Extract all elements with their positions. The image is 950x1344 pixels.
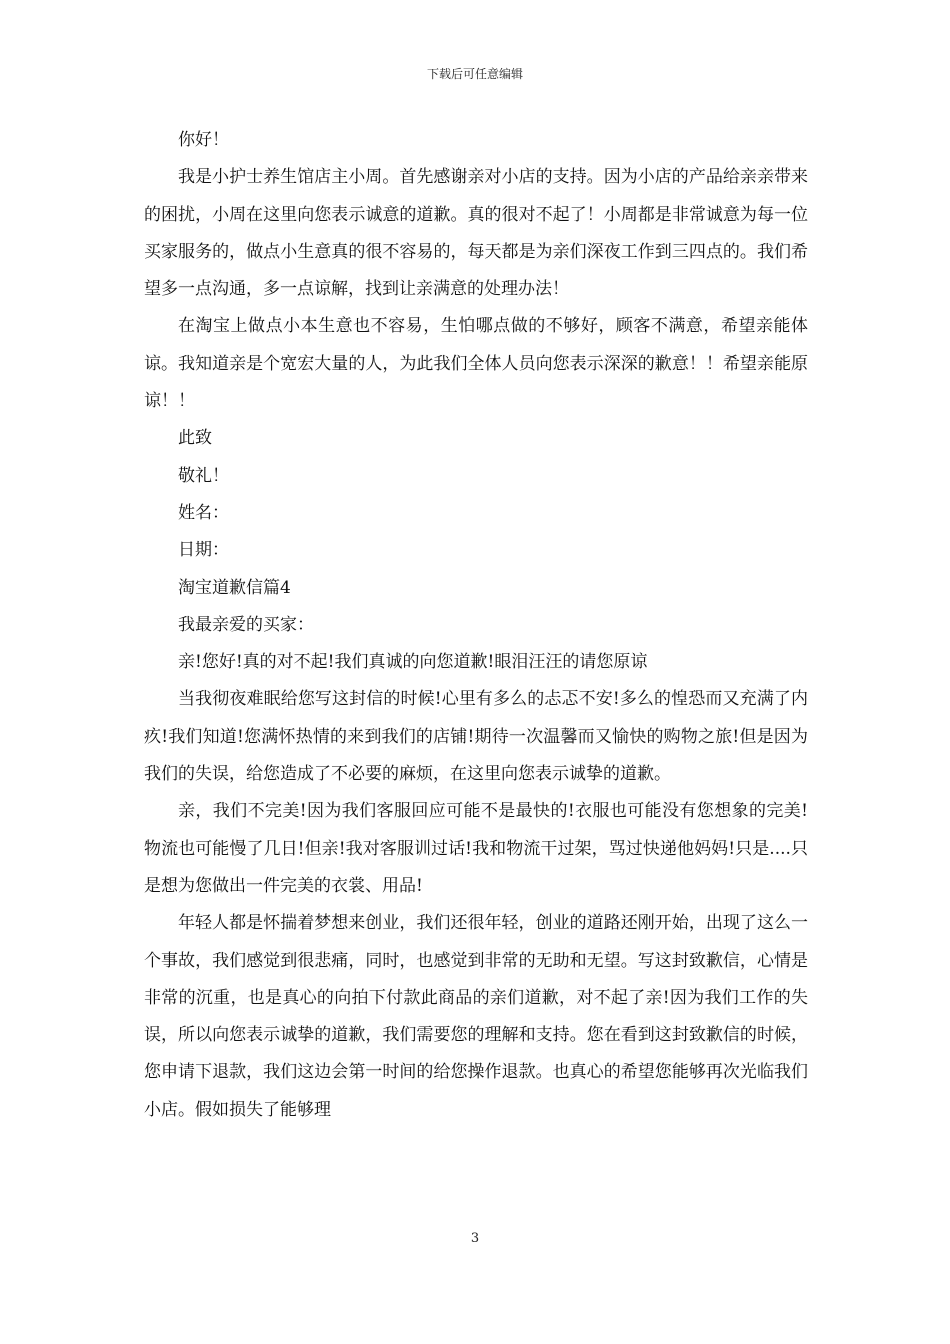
paragraph: 亲，我们不完美!因为我们客服回应可能不是最快的!衣服也可能没有您想象的完美!物流也可能慢了几日!但亲!我对客服训过话!我和物流干过架，骂过快递他妈妈!只是....只是想为您做出一件完美的衣裳、用品! — [144, 801, 808, 896]
paragraph-greeting: 你好！ — [178, 130, 229, 150]
paragraph: 当我彻夜难眠给您写这封信的时候!心里有多么的忐忑不安!多么的惶恐而又充满了内疚!我们知道!您满怀热情的来到我们的店铺!期待一次温馨而又愉快的购物之旅!但是因为我们的失误，给您造成了不必要的麻烦，在这里向您表示诚挚的道歉。 — [144, 689, 808, 785]
paragraph: 年轻人都是怀揣着梦想来创业，我们还很年轻，创业的道路还刚开始，出现了这么一个事故，我们感觉到很悲痛，同时，也感觉到非常的无助和无望。写这封致歉信，心情是非常的沉重，也是真心的向拍下付款此商品的亲们道歉，对不起了亲!因为我们工作的失误，所以向您表示诚挚的道歉，我们需要您的理解和支持。您在看到这封致歉信的时候，您申请下退款，我们这边会第一时间的给您操作退款。也真心的希望您能够再次光临我们小店。假如损失了能够理 — [144, 913, 808, 1120]
paragraph: 在淘宝上做点小本生意也不容易，生怕哪点做的不够好，顾客不满意，希望亲能体谅。我知道亲是个宽宏大量的人，为此我们全体人员向您表示深深的歉意！！希望亲能原谅！！ — [144, 316, 808, 412]
page-header: 下载后可任意编辑 — [426, 67, 523, 81]
paragraph: 亲!您好!真的对不起!我们真诚的向您道歉!眼泪汪汪的请您原谅 — [178, 652, 648, 673]
paragraph: 我是小护士养生馆店主小周。首先感谢亲对小店的支持。因为小店的产品给亲亲带来的困扰，小周在这里向您表示诚意的道歉。真的很对不起了！小周都是非常诚意为每一位买家服务的，做点小生意真的很不容易的，每天都是为亲们深夜工作到三四点的。我们希望多一点沟通，多一点谅解，找到让亲满意的处理办法！ — [144, 167, 808, 300]
document-body — [144, 122, 808, 1129]
paragraph-salutation: 我最亲爱的买家： — [178, 614, 314, 635]
paragraph-date-field: 日期： — [178, 540, 229, 561]
section-title: 淘宝道歉信篇4 — [178, 577, 291, 598]
paragraph-closing: 敬礼！ — [178, 465, 229, 486]
paragraph-name-field: 姓名： — [178, 502, 229, 523]
paragraph-closing: 此致 — [178, 428, 212, 449]
page-number: 3 — [470, 1231, 480, 1246]
